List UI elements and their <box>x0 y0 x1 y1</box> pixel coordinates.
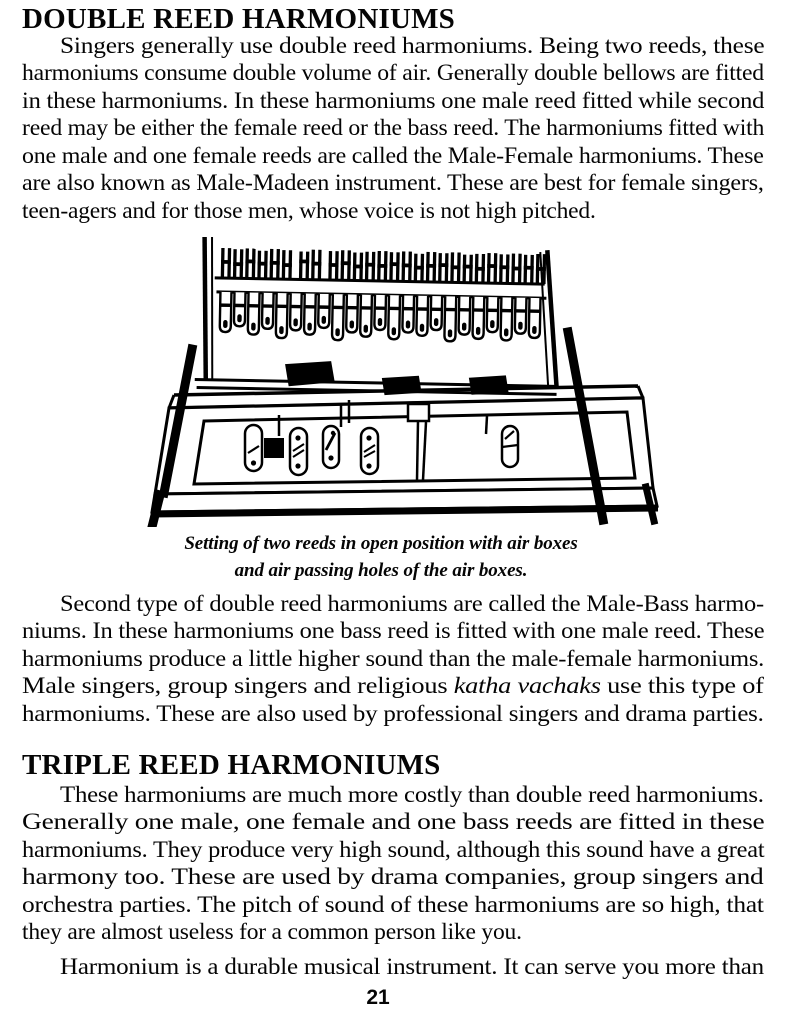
paragraph-triple-reed: These harmoniums are much more costly than double reed harmoniums. Generally one male, one female and one bass reeds are fitted in these harmoniums. They produce very high sound, although this sound have a great harmony too. These are used by drama companies, group singers and orchestra parties. The pitch of sound of these harmoniums are so high, that they are almost useless for a common person like you. <box>22 782 765 946</box>
harmonium-lid <box>195 237 560 398</box>
harmonium-illustration <box>140 237 660 527</box>
heading-triple-reed-harmoniums: TRIPLE REED HARMONIUMS <box>22 749 441 781</box>
figure-caption-line-2: and air passing holes of the air boxes. <box>234 560 528 581</box>
hinge-clasp <box>469 375 509 396</box>
upper-reed-row <box>221 248 546 284</box>
lower-reed-row <box>219 292 541 344</box>
hinge-clasp <box>382 375 422 396</box>
paragraph-male-bass: Second type of double reed harmoniums are called the Male-Bass harmo- niums. In these harmoniums one bass reed is fitted with one male reed. These harmoniums produce a little higher sound than the male-female harmoniums. Male singers, group singers and religious katha vachaks use this type of harmoniums. These are also used by professional singers and drama parties. <box>22 591 765 727</box>
page-number: 21 <box>366 986 390 1009</box>
paragraph-double-reed-intro: Singers generally use double reed harmoniums. Being two reeds, these harmoniums consume double volume of air. Generally double bellows are fitted in these harmoniums. In these harmoniums one male reed fitted while second reed may be either the female reed or the bass reed. The harmoniums fitted with one male and one female reeds are called the Male-Female harmoniums. These are also known as Male-Madeen instrument. These are best for female singers, teen-agers and for those men, whose voice is not high pitched. <box>22 33 765 224</box>
center-latch <box>408 404 429 421</box>
paragraph-durable-intro: Harmonium is a durable musical instrument. It can serve you more than <box>60 954 764 980</box>
harmonium-open-reeds-figure <box>140 237 660 527</box>
heading-double-reed-harmoniums: DOUBLE REED HARMONIUMS <box>22 3 455 35</box>
figure-caption-line-1: Setting of two reeds in open position with air boxes <box>184 533 578 554</box>
